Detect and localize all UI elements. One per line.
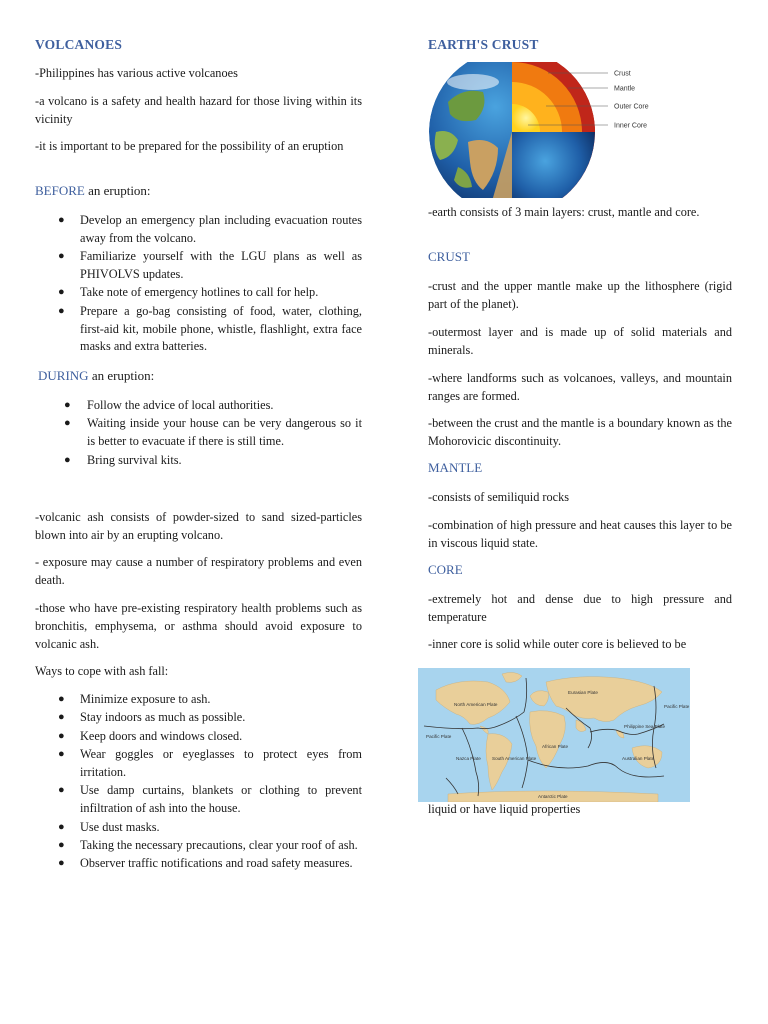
cope-heading: Ways to cope with ash fall: [35, 664, 169, 678]
eurasian-plate-label: Eurasian Plate [568, 690, 598, 695]
intro-paragraph: -a volcano is a safety and health hazard for those living within its vicinity [35, 94, 362, 126]
intro-paragraph: -it is important to be prepared for the possibility of an eruption [35, 139, 344, 153]
bullet-icon: ● [58, 748, 65, 761]
list-item: ● Use damp curtains, blankets or clothing to prevent infiltration of ash into the house. [58, 783, 362, 816]
globe-icon [428, 62, 660, 198]
bullet-icon: ● [58, 286, 65, 299]
cope-list [58, 691, 362, 874]
ash-paragraph: -volcanic ash consists of powder-sized to sand sized-particles blown into air by an erupting volcano. [35, 510, 362, 542]
crust-heading: CRUST [428, 249, 470, 264]
list-item: ● Observer traffic notifications and road safety measures. [58, 855, 362, 873]
crust-paragraph: -outermost layer and is made up of solid materials and minerals. [428, 325, 732, 357]
bullet-icon: ● [58, 838, 65, 851]
before-list [58, 212, 362, 357]
mantle-label: Mantle [614, 85, 636, 93]
core-continuation: liquid or have liquid properties [428, 802, 581, 816]
list-item: ● Take note of emergency hotlines to call for help. [58, 284, 362, 302]
mantle-paragraph: -consists of semiliquid rocks [428, 490, 570, 504]
australian-plate-label: Australian Plate [622, 756, 655, 761]
during-heading [38, 368, 154, 384]
during-list [64, 397, 362, 470]
pacific-plate-left-label: Pacific Plate [426, 734, 452, 739]
bullet-icon: ● [58, 304, 65, 317]
list-item: ● Wear goggles or eyeglasses to protect eyes from irritation. [58, 747, 362, 779]
tectonic-plates-map [418, 668, 690, 802]
list-item: ● Taking the necessary precautions, clear your roof of ash. [58, 837, 362, 855]
list-item: ● Familiarize yourself with the LGU plans as well as PHIVOLVS updates. [58, 249, 362, 281]
before-keyword: BEFORE [35, 183, 85, 198]
ash-paragraph: -those who have pre-existing respiratory health problems such as bronchitis, emphysema, or asthma should avoid exposure to volcanic ash. [35, 601, 362, 651]
crust-paragraph: -between the crust and the mantle is a boundary known as the Mohorovicic discontinuity. [428, 416, 732, 448]
core-paragraph: -extremely hot and dense due to high pressure and temperature [428, 592, 732, 624]
crust-label: Crust [614, 70, 631, 78]
before-heading-rest: an eruption: [84, 183, 151, 198]
ash-paragraph: - exposure may cause a number of respiratory problems and even death. [35, 555, 362, 587]
mantle-paragraph: -combination of high pressure and heat causes this layer to be in viscous liquid state. [428, 518, 732, 550]
crust-paragraph: -crust and the upper mantle make up the lithosphere (rigid part of the planet). [428, 279, 732, 311]
bullet-icon: ● [58, 820, 65, 833]
bullet-icon: ● [58, 857, 65, 870]
bullet-icon: ● [64, 453, 71, 466]
list-item: ● Stay indoors as much as possible. [58, 709, 362, 727]
crust-paragraph: -where landforms such as volcanoes, valleys, and mountain ranges are formed. [428, 371, 732, 403]
mantle-heading: MANTLE [428, 460, 483, 475]
core-heading: CORE [428, 562, 463, 577]
list-item: ● Follow the advice of local authorities. [64, 397, 362, 415]
earth-layers-diagram [428, 62, 660, 198]
bullet-icon: ● [58, 250, 65, 263]
antarctic-plate-label: Antarctic Plate [538, 794, 568, 799]
list-item: ● Bring survival kits. [64, 452, 362, 470]
list-item: ● Waiting inside your house can be very dangerous so it is better to evacuate if there is still time. [64, 416, 362, 449]
core-paragraph: -inner core is solid while outer core is believed to be [428, 637, 687, 651]
earths-crust-title: EARTH'S CRUST [428, 37, 539, 52]
list-item: ● Keep doors and windows closed. [58, 728, 362, 746]
during-heading-rest: an eruption: [88, 368, 155, 383]
inner-core-label: Inner Core [614, 122, 648, 130]
north-american-plate-label: North American Plate [454, 702, 498, 707]
during-keyword: DURING [38, 368, 89, 383]
list-item: ● Minimize exposure to ash. [58, 691, 362, 709]
african-plate-label: African Plate [542, 744, 569, 749]
list-item: ● Use dust masks. [58, 819, 362, 837]
bullet-icon: ● [58, 729, 65, 742]
bullet-icon: ● [58, 693, 65, 705]
pacific-plate-right-label: Pacific Plate [664, 704, 690, 709]
bullet-icon: ● [58, 711, 65, 724]
list-item: ● Prepare a go-bag consisting of food, water, clothing, first-aid kit, mobile phone, whistle, flashlight, extra face masks and extra batteries. [58, 303, 362, 354]
intro-paragraph: -Philippines has various active volcanoes [35, 66, 238, 80]
philippine-plate-label: Philippine Sea Plate [624, 724, 666, 729]
layers-intro: -earth consists of 3 main layers: crust, mantle and core. [428, 205, 700, 219]
volcanoes-title: VOLCANOES [35, 37, 123, 52]
south-american-plate-label: South American Plate [492, 756, 537, 761]
before-heading [35, 183, 151, 199]
bullet-icon: ● [58, 214, 65, 226]
bullet-icon: ● [58, 784, 65, 797]
outer-core-label: Outer Core [614, 103, 649, 111]
bullet-icon: ● [64, 399, 71, 411]
nazca-plate-label: Nazca Plate [456, 756, 481, 761]
list-item: ● Develop an emergency plan including evacuation routes away from the volcano. [58, 213, 362, 245]
bullet-icon: ● [64, 417, 71, 430]
